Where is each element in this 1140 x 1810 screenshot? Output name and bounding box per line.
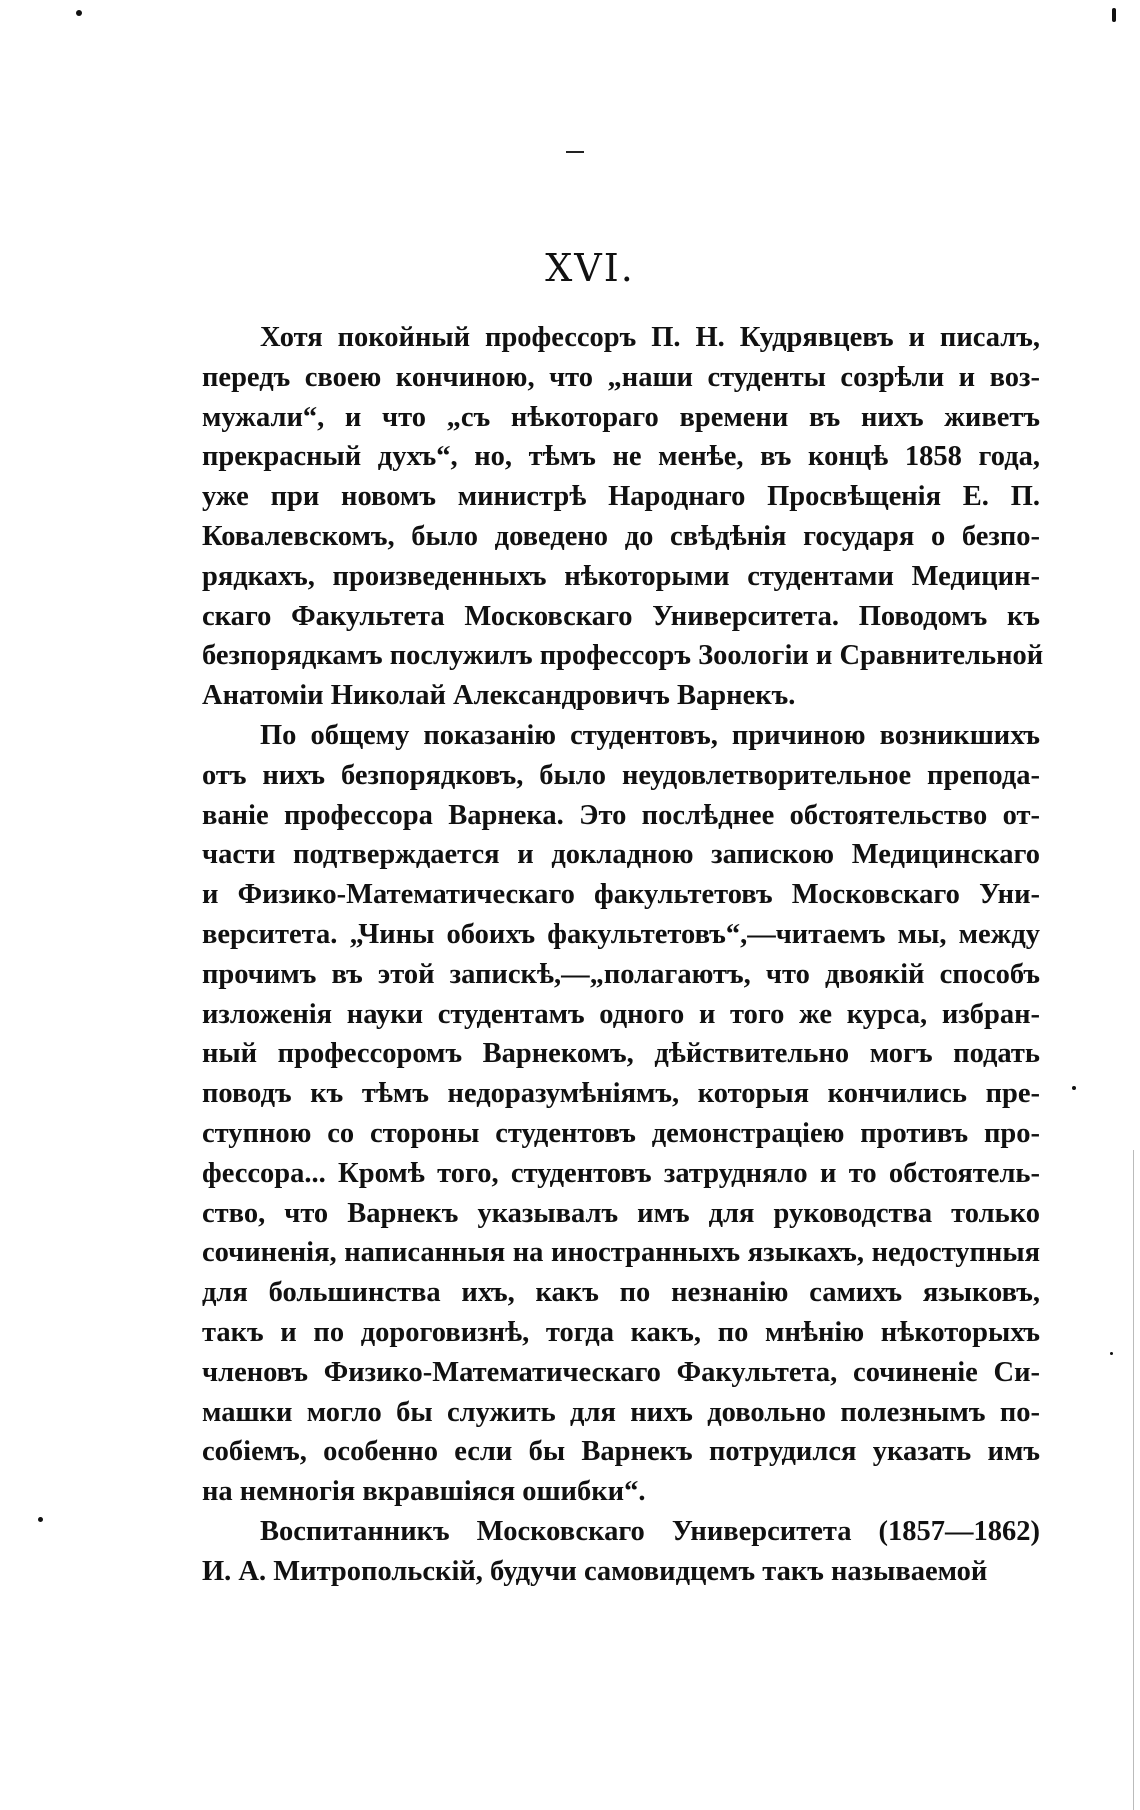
text-line: ваніе профессора Варнека. Это послѣднее обстоятельство от- [202,799,1040,831]
scan-speck [1110,1352,1113,1355]
text-line: ступною со стороны студентовъ демонстраціею противъ про- [202,1117,1040,1149]
text-line: прочимъ въ этой запискѣ,—„полагаютъ, что двоякій способъ [202,958,1040,990]
text-line: Воспитанникъ Московскаго Университета (1857—1862) [260,1515,1040,1547]
text-line: передъ своею кончиною, что „наши студенты созрѣли и воз- [202,361,1040,393]
text-line: изложенія науки студентамъ одного и того же курса, избран- [202,998,1040,1030]
paragraph [202,716,1040,1512]
text-line: ство, что Варнекъ указывалъ имъ для руководства только [202,1197,1040,1229]
scan-mark [566,151,584,153]
text-line: машки могло бы служить для нихъ довольно полезнымъ по- [202,1396,1040,1428]
text-line: Хотя покойный профессоръ П. Н. Кудрявцевъ и писалъ, [260,322,1040,353]
text-line: для большинства ихъ, какъ по незнанію самихъ языковъ, [202,1277,1040,1309]
text-line: фессора... Кромѣ того, студентовъ затрудняло и то обстоятель- [202,1157,1040,1189]
text-line: части подтверждается и докладною запискою Медицинскаго [202,839,1040,871]
text-line: прекрасный духъ“, но, тѣмъ не менѣе, въ концѣ 1858 года, [202,441,1040,473]
text-line: мужали“, и что „съ нѣкотораго времени въ нихъ живетъ [202,401,1040,433]
body-text [202,318,1044,1592]
text-line: рядкахъ, произведенныхъ нѣкоторыми студентами Медицин- [202,560,1040,592]
text-line: скаго Факультета Московскаго Университета. Поводомъ къ [202,600,1040,632]
text-line: ный профессоромъ Варнекомъ, дѣйствительно могъ подать [202,1038,1040,1070]
text-line: отъ нихъ безпорядковъ, было неудовлетворительное препода- [202,759,1040,791]
paragraph [202,1512,1040,1592]
text-line: членовъ Физико-Математическаго Факультета, сочиненіе Си- [202,1356,1040,1388]
text-line: сочиненія, написанныя на иностранныхъ языкахъ, недоступныя [202,1237,1040,1269]
paragraph [202,318,1044,716]
text-line: Ковалевскомъ, было доведено до свѣдѣнія государя о безпо- [202,520,1040,552]
text-line: такъ и по дороговизнѣ, тогда какъ, по мнѣнію нѣкоторыхъ [202,1316,1040,1348]
scan-speck [76,10,82,16]
text-line: И. А. Митропольскій, будучи самовидцемъ такъ называемой [202,1555,988,1587]
text-line: безпорядкамъ послужилъ профессоръ Зоологіи и Сравнительной [202,640,1044,672]
scan-speck [38,1517,43,1522]
page-edge [1133,1150,1134,1810]
scan-speck [1072,1086,1076,1090]
text-line: Анатоміи Николай Александровичъ Варнекъ. [202,680,796,712]
text-line: собіемъ, особенно если бы Варнекъ потрудился указать имъ [202,1436,1040,1468]
scan-speck [1112,8,1116,22]
text-line: По общему показанію студентовъ, причиною возникшихъ [260,719,1040,751]
text-line: поводъ къ тѣмъ недоразумѣніямъ, которыя кончились пре- [202,1078,1040,1110]
text-line: уже при новомъ министрѣ Народнаго Просвѣщенія Е. П. [202,481,1040,513]
text-line: и Физико-Математическаго факультетовъ Московскаго Уни- [202,879,1040,911]
chapter-heading: XVI. [545,246,635,290]
text-line: на немногія вкравшіяся ошибки“. [202,1476,646,1508]
text-line: верситета. „Чины обоихъ факультетовъ“,—читаемъ мы, между [202,918,1040,950]
